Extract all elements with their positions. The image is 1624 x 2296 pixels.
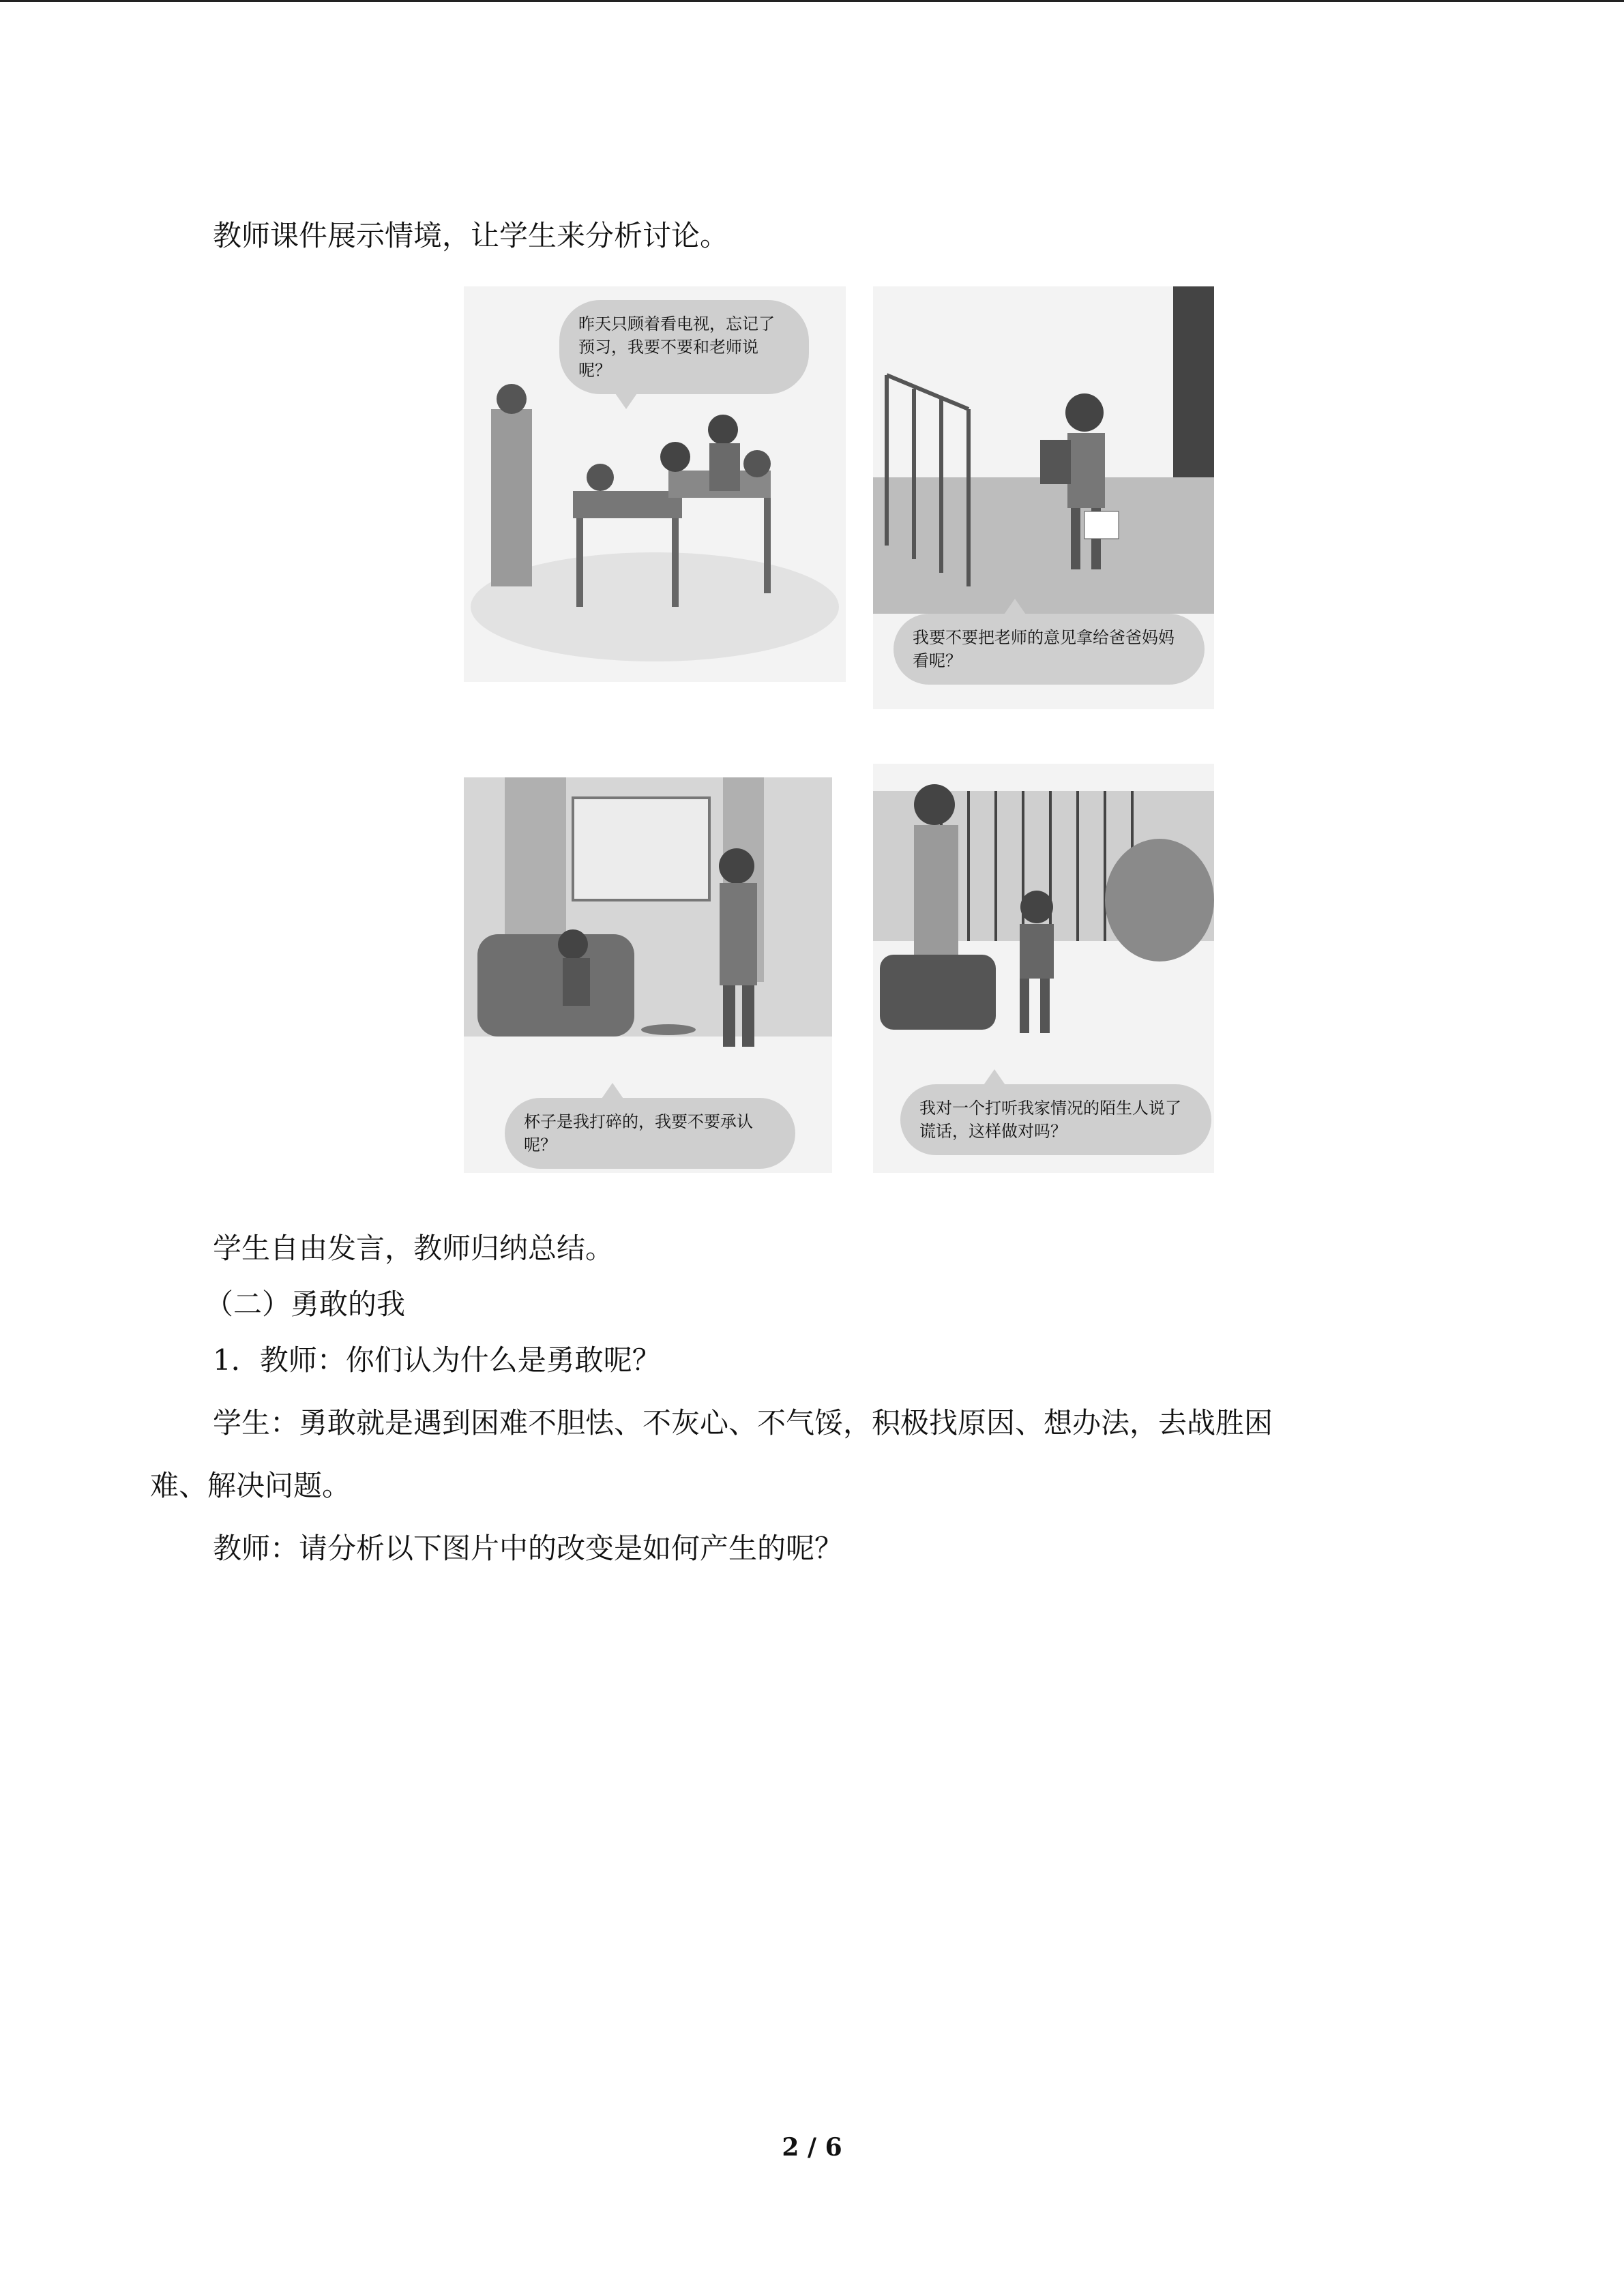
- paragraph-question: 1．教师：你们认为什么是勇敢呢？: [213, 1343, 661, 1377]
- speech-bubble-street: 我对一个打听我家情况的陌生人说了谎话，这样做对吗？: [900, 1084, 1211, 1155]
- speech-bubble-living-room: 杯子是我打碎的，我要不要承认呢？: [505, 1098, 795, 1169]
- illustration-figure: [464, 286, 1214, 1173]
- paragraph-summary: 学生自由发言，教师归纳总结。: [213, 1232, 615, 1265]
- paragraph-answer-line2: 难、解决问题。: [150, 1469, 351, 1502]
- panel-doorway: [873, 286, 1214, 709]
- panel-street: [873, 764, 1214, 1173]
- paragraph-prompt: 教师：请分析以下图片中的改变是如何产生的呢？: [213, 1532, 844, 1565]
- panel-living-room: [464, 777, 832, 1173]
- paragraph-intro: 教师课件展示情境，让学生来分析讨论。: [213, 219, 729, 252]
- paragraph-answer-line1: 学生：勇敢就是遇到困难不胆怯、不灰心、不气馁，积极找原因、想办法，去战胜困: [213, 1406, 1273, 1440]
- panel-classroom: [464, 286, 846, 682]
- page-number: 2 / 6: [782, 2133, 842, 2162]
- speech-bubble-doorway: 我要不要把老师的意见拿给爸爸妈妈看呢？: [894, 614, 1205, 685]
- speech-bubble-classroom: 昨天只顾着看电视，忘记了预习，我要不要和老师说呢？: [559, 300, 809, 394]
- top-border: [0, 0, 1624, 2]
- section-heading: （二）勇敢的我: [205, 1287, 406, 1321]
